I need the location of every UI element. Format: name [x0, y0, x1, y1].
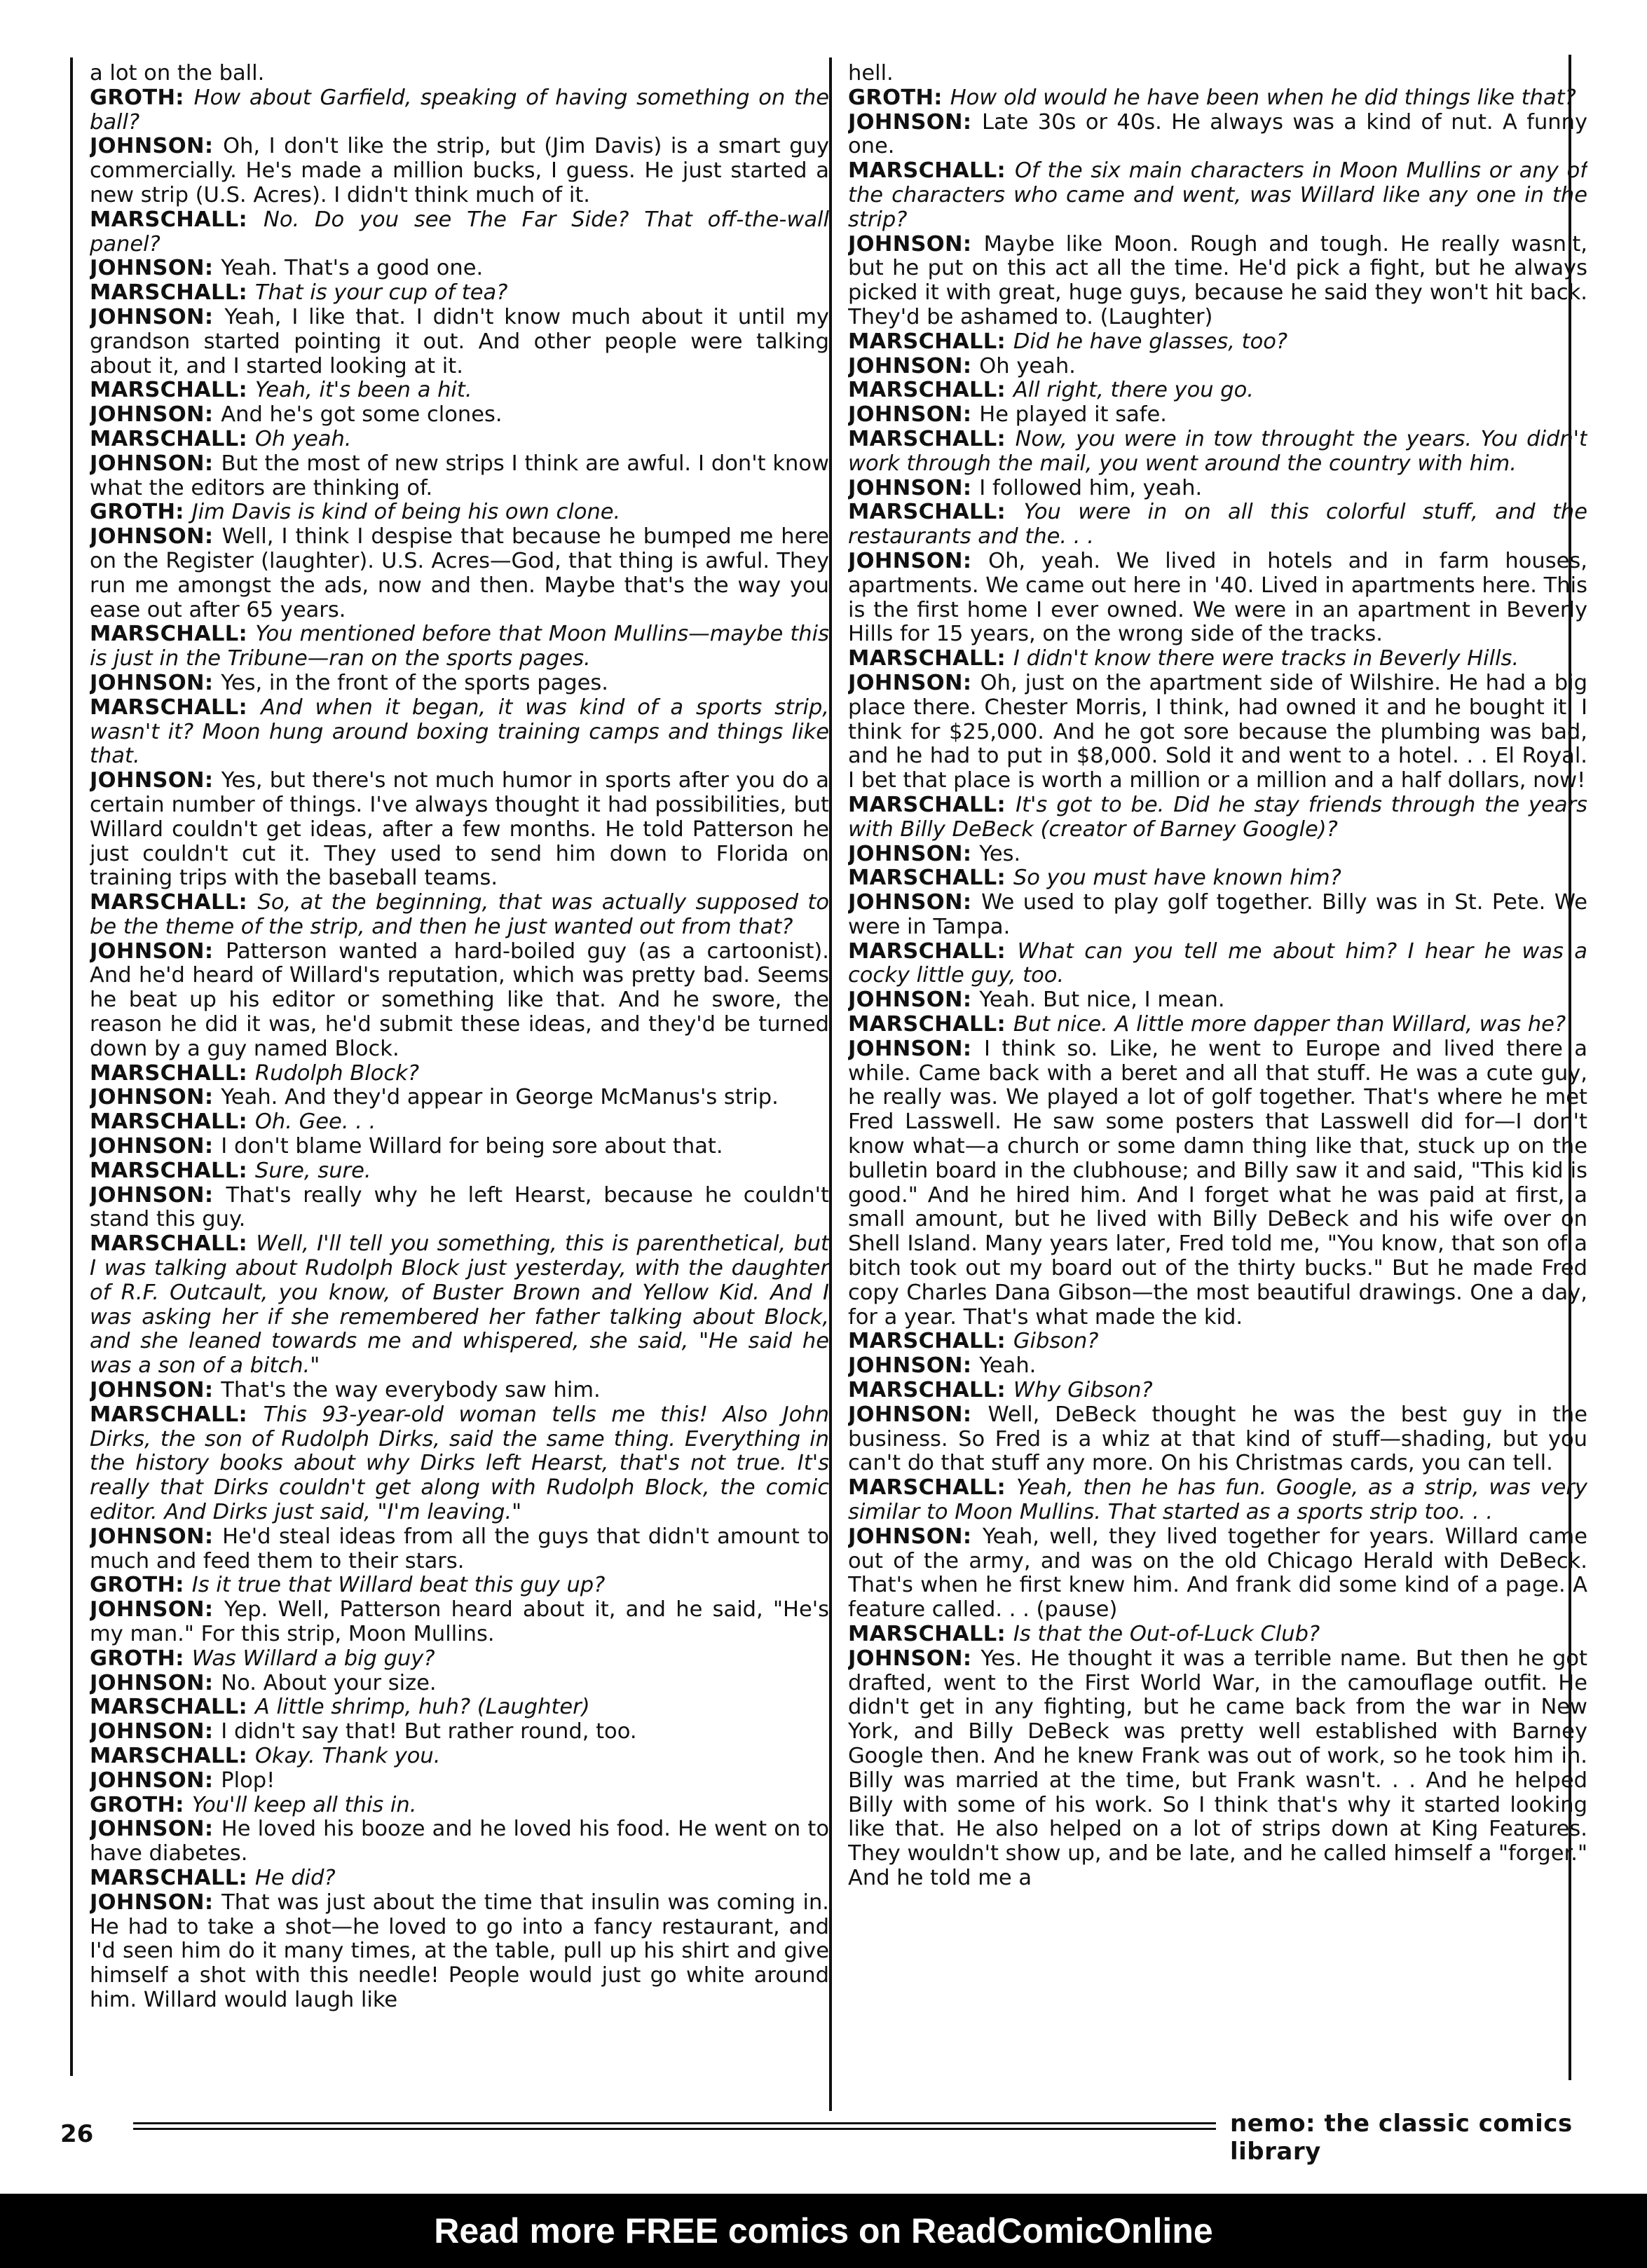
interview-paragraph [848, 940, 1587, 989]
interview-paragraph [848, 403, 1587, 428]
interview-paragraph [90, 403, 829, 428]
interview-column-left [90, 62, 829, 2094]
interview-paragraph [848, 1476, 1587, 1525]
interview-paragraph [90, 671, 829, 696]
speaker-label: MARSCHALL : [848, 427, 1016, 451]
speaker-label: JOHNSON : [90, 256, 221, 280]
speaker-label: MARSCHALL : [848, 329, 1013, 354]
interview-paragraph [90, 452, 829, 501]
speaker-label: MARSCHALL : [90, 1744, 255, 1768]
page-number: 26 [60, 2120, 94, 2148]
interview-paragraph [848, 549, 1587, 647]
speaker-label: MARSCHALL : [848, 378, 1013, 402]
speech-text: Yeah. But nice, I mean. [979, 988, 1225, 1013]
speaker-label: MARSCHALL : [90, 427, 255, 451]
speech-text: hell. [848, 62, 894, 86]
speech-text: Oh, I don't like the strip, but (Jim Davis) is a smart guy commercially. He's made a million bucks, I guess. He just started a new strip (U.S. Acres). I didn't think much of it. [90, 134, 829, 207]
interview-paragraph [90, 1379, 829, 1403]
speech-text: Rudolph Block? [254, 1060, 420, 1086]
speech-text: Oh, yeah. We lived in hotels and in farm houses, apartments. We came out here in '40. Lived in apartments here. This is the first home I ever owned. We were in an apartment in Beverly Hills for 15 years, on the wrong side of the tracks. [848, 548, 1587, 647]
speaker-label: JOHNSON : [90, 1524, 222, 1549]
speaker-label: MARSCHALL : [90, 1061, 255, 1086]
speaker-label: JOHNSON : [90, 1890, 221, 1915]
speaker-label: MARSCHALL : [90, 378, 255, 402]
interview-paragraph [90, 1769, 829, 1794]
interview-paragraph [90, 1672, 829, 1696]
speaker-label: GROTH : [90, 1573, 192, 1597]
interview-paragraph [848, 1354, 1587, 1379]
speaker-label: JOHNSON : [90, 671, 221, 695]
interview-paragraph [90, 135, 829, 207]
speaker-label: MARSCHALL : [90, 1402, 264, 1427]
interview-paragraph [848, 1013, 1587, 1037]
speech-text: But the most of new strips I think are awful. I don't know what the editors are thinking of. [90, 451, 829, 500]
speaker-label: JOHNSON : [90, 402, 221, 427]
interview-paragraph [90, 1573, 829, 1598]
speaker-label: JOHNSON : [90, 1183, 226, 1208]
interview-paragraph [848, 355, 1587, 379]
speech-text: And he's got some clones. [221, 402, 503, 428]
speech-text: Of the six main characters in Moon Mullins or any of the characters who came and went, was Willard like any one in the strip? [848, 158, 1587, 232]
speaker-label: GROTH : [848, 86, 950, 110]
speaker-label: JOHNSON : [90, 1134, 221, 1159]
speaker-label: MARSCHALL : [848, 1378, 1013, 1402]
speech-text: Yes, in the front of the sports pages. [221, 670, 609, 695]
speaker-label: MARSCHALL : [90, 1159, 255, 1183]
interview-paragraph [90, 378, 829, 403]
interview-paragraph [90, 1598, 829, 1647]
promo-banner[interactable] [0, 2194, 1647, 2268]
speech-text: I didn't say that! But rather round, too. [221, 1719, 637, 1744]
speech-text: He did? [254, 1865, 336, 1890]
interview-paragraph [848, 842, 1587, 867]
interview-paragraph [848, 330, 1587, 355]
speech-text: I followed him, yeah. [979, 475, 1203, 500]
speech-text: No. Do you see The Far Side? That off-the-wall panel? [90, 207, 829, 257]
interview-paragraph [90, 525, 829, 622]
speaker-label: JOHNSON : [848, 1524, 983, 1549]
speech-text: All right, there you go. [1013, 378, 1254, 403]
publication-title: nemo: the classic comics library [1230, 2110, 1573, 2166]
interview-paragraph [848, 477, 1587, 501]
interview-paragraph [90, 696, 829, 769]
speech-text: How about Garfield, speaking of having something on the ball? [90, 85, 829, 135]
speaker-label: MARSCHALL : [848, 158, 1015, 183]
speech-text: Yeah, then he has fun. Google, as a strip, was very similar to Moon Mullins. That started as a sports strip too. . . [848, 1475, 1587, 1525]
speech-text: That's really why he left Hearst, because he couldn't stand this guy. [90, 1182, 829, 1232]
speaker-label: JOHNSON : [90, 1817, 221, 1841]
speaker-label: JOHNSON : [848, 1353, 979, 1378]
speech-text: Yep. Well, Patterson heard about it, and he said, "He's my man." For this strip, Moon Mullins. [90, 1597, 829, 1646]
interview-paragraph [848, 1379, 1587, 1403]
speech-text: That is your cup of tea? [254, 280, 508, 306]
speech-text: So, at the beginning, that was actually supposed to be the theme of the strip, and then he just wanted out from that? [90, 890, 829, 939]
speech-text: That's the way everybody saw him. [221, 1378, 601, 1403]
speech-text: That was just about the time that insulin was coming in. He had to take a shot—he loved to go into a fancy restaurant, and I'd seen him do it many times, at the table, pull up his shirt and give himself a shot with this needle! People would just go white around him. Willard would laugh like [90, 1890, 829, 2012]
speech-text: And when it began, it was kind of a sports strip, wasn't it? Moon hung around boxing training camps and things like that. [90, 695, 829, 769]
speech-text: Gibson? [1013, 1329, 1099, 1354]
interview-paragraph [848, 1647, 1587, 1891]
speaker-label: JOHNSON : [90, 1719, 221, 1744]
speech-text: Oh, just on the apartment side of Wilshire. He had a big place there. Chester Morris, I think, had owned it and he bought it. I think for $25,000. And he got sore because the plumbing was bad, and he had to put in $8,000. Sold it and went to a hotel. . . El Royal. I bet that place is worth a million or a million and a half dollars, now! [848, 670, 1587, 793]
interview-paragraph [90, 769, 829, 891]
speaker-label: JOHNSON : [848, 1037, 984, 1061]
speech-text: Yes. [979, 841, 1021, 866]
interview-paragraph [90, 428, 829, 452]
interview-paragraph [848, 793, 1587, 842]
interview-paragraph [90, 891, 829, 940]
speech-text: You were in on all this colorful stuff, and the restaurants and the. . . [848, 500, 1587, 549]
interview-paragraph [90, 1720, 829, 1744]
interview-paragraph [90, 208, 829, 257]
speaker-label: JOHNSON : [848, 1646, 980, 1671]
speaker-label: JOHNSON : [848, 354, 979, 378]
speaker-label: JOHNSON : [848, 232, 984, 257]
interview-paragraph [90, 1525, 829, 1574]
speech-text: Oh. Gee. . . [254, 1109, 376, 1135]
footer-rule [133, 2122, 1216, 2135]
interview-paragraph [848, 1330, 1587, 1354]
speaker-label: MARSCHALL : [90, 280, 255, 305]
speaker-label: JOHNSON : [90, 1671, 221, 1695]
speech-text: Sure, sure. [254, 1158, 371, 1183]
interview-paragraph [848, 500, 1587, 549]
speech-text: Is it true that Willard beat this guy up? [191, 1573, 606, 1598]
speech-text: Maybe like Moon. Rough and tough. He really wasn't, but he put on this act all the time. He'd pick a fight, but he always picked it with great, huge guys, because he said they won't hit back. They'd be ashamed to. (Laughter) [848, 231, 1587, 329]
speaker-label: JOHNSON : [90, 1378, 221, 1402]
interview-paragraph [90, 1891, 829, 2013]
interview-paragraph [848, 866, 1587, 891]
speaker-label: JOHNSON : [90, 134, 223, 158]
speaker-label: JOHNSON : [90, 305, 224, 329]
interview-paragraph [90, 1817, 829, 1866]
interview-paragraph [90, 86, 829, 135]
interview-paragraph [848, 111, 1587, 160]
speech-text: He loved his booze and he loved his food. He went on to have diabetes. [90, 1817, 829, 1866]
speech-text: You'll keep all this in. [191, 1792, 417, 1817]
speech-text: Plop! [221, 1768, 275, 1793]
speaker-label: JOHNSON : [90, 451, 221, 476]
interview-paragraph [848, 1623, 1587, 1647]
speech-text: Yeah. And they'd appear in George McManus's strip. [221, 1085, 779, 1110]
speech-text: I didn't know there were tracks in Beverly Hills. [1013, 646, 1519, 671]
speaker-label: MARSCHALL : [90, 1109, 255, 1134]
speech-text: Yes. He thought it was a terrible name. But then he got drafted, went to the First World War, in the camouflage outfit. He didn't get in any fighting, but he came back from the war in New York, and Billy DeBeck was pretty well established with Barney Google then. And he knew Frank was out of work, so he took him in. Billy was married at the time, but Frank wasn't. . . And he helped Billy with some of his work. So I think that's why it started looking like that. He also helped on a lot of strips down at King Features. They wouldn't show up, and be late, and he called himself a "forger." And he told me a [848, 1646, 1587, 1890]
speaker-label: JOHNSON : [848, 988, 979, 1012]
interview-paragraph [90, 1232, 829, 1379]
interview-paragraph [848, 233, 1587, 330]
speech-text: But nice. A little more dapper than Willard, was he? [1013, 1012, 1566, 1037]
speaker-label: JOHNSON : [848, 549, 988, 573]
speech-text: Now, you were in tow throught the years. You didn't work through the mail, you went around the country with him. [848, 426, 1587, 476]
speech-text: You mentioned before that Moon Mullins—maybe this is just in the Tribune—ran on the sports pages. [90, 622, 829, 671]
interview-paragraph [90, 1184, 829, 1233]
speaker-label: JOHNSON : [90, 524, 222, 549]
interview-paragraph [90, 281, 829, 306]
speaker-label: MARSCHALL : [848, 1012, 1013, 1037]
interview-paragraph [848, 159, 1587, 232]
interview-paragraph [90, 1062, 829, 1086]
speaker-label: MARSCHALL : [90, 1231, 256, 1256]
speaker-label: MARSCHALL : [90, 622, 255, 646]
speaker-label: JOHNSON : [90, 1597, 224, 1622]
speaker-label: MARSCHALL : [848, 1475, 1016, 1500]
speech-text: Well, DeBeck thought he was the best guy in the business. So Fred is a whiz at that kind of stuff—shading, but you can't do that stuff any more. On his Christmas cards, you can tell. [848, 1402, 1587, 1476]
speech-text: Jim Davis is kind of being his own clone. [191, 500, 621, 525]
speaker-label: JOHNSON : [848, 476, 979, 500]
interview-paragraph [848, 1037, 1587, 1330]
speaker-label: MARSCHALL : [90, 1695, 255, 1719]
interview-paragraph [90, 1695, 829, 1720]
speech-text: Late 30s or 40s. He always was a kind of nut. A funny one. [848, 109, 1587, 159]
speech-text: So you must have known him? [1013, 866, 1341, 891]
speaker-label: MARSCHALL : [848, 1622, 1013, 1646]
interview-paragraph [848, 1525, 1587, 1623]
speech-text: Did he have glasses, too? [1013, 329, 1288, 354]
interview-paragraph [848, 428, 1587, 477]
interview-paragraph [848, 86, 1587, 111]
speaker-label: JOHNSON : [90, 1768, 221, 1793]
speaker-label: GROTH : [90, 86, 194, 110]
speaker-label: JOHNSON : [848, 671, 980, 695]
speech-text: Okay. Thank you. [254, 1743, 441, 1768]
promo-banner-text[interactable]: Read more FREE comics on ReadComicOnline [434, 2211, 1213, 2250]
speech-text: Well, I think I despise that because he bumped me here on the Register (laughter). U.S. Acres—God, that thing is awful. They run me amongst the ads, now and then. Maybe that's the way you ease out after 65 years. [90, 524, 829, 622]
speaker-label: MARSCHALL : [90, 207, 264, 232]
interview-paragraph [90, 1744, 829, 1769]
interview-paragraph [90, 1135, 829, 1159]
interview-paragraph [90, 306, 829, 378]
speaker-label: MARSCHALL : [848, 646, 1013, 671]
speech-text: No. About your size. [221, 1670, 437, 1695]
interview-paragraph [848, 647, 1587, 671]
speaker-label: GROTH : [90, 500, 192, 524]
interview-paragraph [90, 1086, 829, 1110]
interview-paragraph [90, 1866, 829, 1891]
speech-text: Yeah, I like that. I didn't know much about it until my grandson started pointing it out. And other people were talking about it, and I started looking at it. [90, 304, 829, 378]
speaker-label: MARSCHALL : [848, 793, 1016, 817]
center-column-rule [829, 57, 832, 2111]
speech-text: He played it safe. [979, 402, 1167, 428]
speech-text: This 93-year-old woman tells me this! Also John Dirks, the son of Rudolph Dirks, said the same thing. Everything in the history books about why Dirks left Hearst, that's not true. It's really that Dirks couldn't get along with Rudolph Block, the comic editor. And Dirks just said, "I'm leaving." [90, 1402, 829, 1525]
speaker-label: JOHNSON : [848, 402, 979, 427]
speaker-label: MARSCHALL : [848, 500, 1024, 524]
speaker-label: JOHNSON : [90, 939, 226, 964]
speech-text: He'd steal ideas from all the guys that didn't amount to much and feed them to their stars. [90, 1524, 829, 1573]
interview-column-right [848, 62, 1587, 2094]
interview-paragraph [848, 988, 1587, 1013]
speech-text: What can you tell me about him? I hear he was a cocky little guy, too. [848, 938, 1587, 988]
speaker-label: MARSCHALL : [90, 1866, 255, 1890]
left-column-rule [70, 57, 73, 2076]
speech-text: Yeah, it's been a hit. [254, 378, 472, 403]
speaker-label: JOHNSON : [848, 842, 979, 866]
speech-text: Yeah. [979, 1353, 1037, 1379]
speech-text: Yeah, well, they lived together for years. Willard came out of the army, and was on the old Chicago Herald with DeBeck. That's when he first knew him. And frank did some kind of a page. A feature called. . . (pause) [848, 1524, 1587, 1623]
speaker-label: MARSCHALL : [848, 939, 1018, 964]
speaker-label: MARSCHALL : [848, 1329, 1013, 1353]
interview-paragraph [848, 1403, 1587, 1476]
speaker-label: MARSCHALL : [848, 866, 1013, 890]
speech-text: Is that the Out-of-Luck Club? [1013, 1622, 1320, 1646]
speech-text: Why Gibson? [1013, 1378, 1153, 1403]
interview-paragraph [90, 1159, 829, 1184]
interview-paragraph [848, 891, 1587, 940]
speech-text: a lot on the ball. [90, 62, 265, 86]
speech-text: It's got to be. Did he stay friends through the years with Billy DeBeck (creator of Barney Google)? [848, 792, 1587, 842]
interview-paragraph [90, 1403, 829, 1525]
interview-paragraph [90, 622, 829, 671]
interview-paragraph [848, 671, 1587, 793]
speaker-label: GROTH : [90, 1793, 192, 1817]
speaker-label: GROTH : [90, 1646, 192, 1671]
speech-text: How old would he have been when he did things like that? [950, 85, 1576, 110]
speech-text: A little shrimp, huh? (Laughter) [254, 1695, 590, 1720]
speech-text: We used to play golf together. Billy was in St. Pete. We were in Tampa. [848, 890, 1587, 939]
interview-paragraph [90, 940, 829, 1062]
speaker-label: JOHNSON : [848, 890, 981, 915]
speaker-label: MARSCHALL : [90, 890, 258, 915]
speech-text: Was Willard a big guy? [191, 1646, 435, 1671]
speech-text: Oh yeah. [254, 426, 352, 451]
speech-text: Yeah. That's a good one. [221, 256, 484, 281]
speech-text: Well, I'll tell you something, this is parenthetical, but I was talking about Rudolph Block just yesterday, with the daughter of R.F. Outcault, you know, of Buster Brown and Yellow Kid. And I was asking her if she remembered her father talking about Block, and she leaned towards me and whispered, she said, "He said he was a son of a bitch." [90, 1231, 829, 1379]
speaker-label: JOHNSON : [90, 1085, 221, 1109]
interview-paragraph [90, 1647, 829, 1672]
interview-paragraph [90, 62, 829, 86]
speaker-label: JOHNSON : [90, 768, 221, 793]
interview-paragraph [90, 257, 829, 281]
speech-text: Patterson wanted a hard-boiled guy (as a cartoonist). And he'd heard of Willard's reputation, which was pretty bad. Seems he beat up his editor or something like that. And he swore, the reason he did it was, he'd submit these ideas, and they'd be turned down by a guy named Block. [90, 938, 829, 1061]
speaker-label: MARSCHALL : [90, 695, 261, 720]
interview-paragraph [90, 1794, 829, 1818]
interview-paragraph [848, 378, 1587, 403]
interview-paragraph [848, 62, 1587, 86]
speech-text: Oh yeah. [979, 353, 1076, 378]
speech-text: I think so. Like, he went to Europe and lived there a while. Came back with a beret and all that stuff. He was a cute guy, he really was. We played a lot of golf together. That's where he met Fred Lasswell. He saw some posters that Lasswell did for—I don't know what—a church or some damn thing like that, stuck up on the bulletin board in the clubhouse; and Billy saw it and said, "This kid is good." And he hired him. And I forget what he was paid at first, a small amount, but he lived with Billy DeBeck and his wife over on Shell Island. Many years later, Fred told me, "You know, that son of a bitch took out my board out of the thirty bucks." But he made Fred copy Charles Dana Gibson—the most beautiful drawings. One a day, for a year. That's what made the kid. [848, 1036, 1587, 1330]
speech-text: I don't blame Willard for being sore about that. [221, 1134, 723, 1159]
speaker-label: JOHNSON : [848, 1402, 988, 1427]
interview-paragraph [90, 1110, 829, 1135]
interview-paragraph [90, 500, 829, 525]
speaker-label: JOHNSON : [848, 110, 982, 135]
speech-text: Yes, but there's not much humor in sports after you do a certain number of things. I've always thought it had possibilities, but Willard couldn't get ideas, after a few months. He told Patterson he just couldn't cut it. They used to send him down to Florida on training trips with the baseball teams. [90, 768, 829, 891]
